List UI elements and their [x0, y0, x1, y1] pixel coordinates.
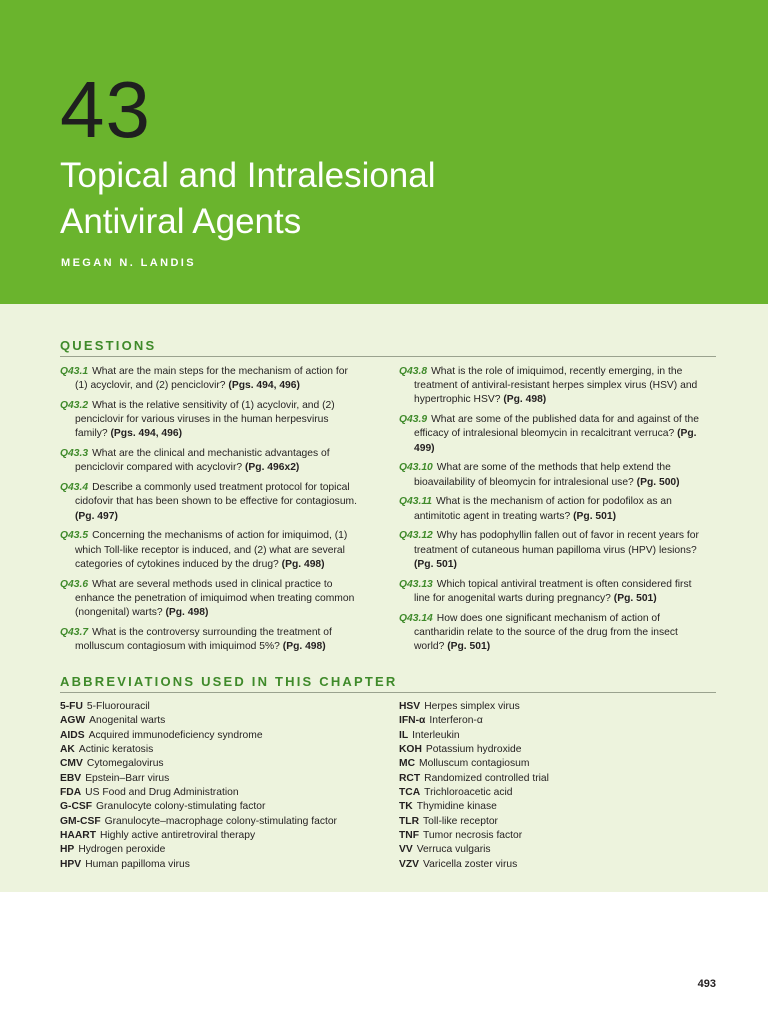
abbreviation-definition: Varicella zoster virus: [423, 858, 518, 870]
abbreviation-item: [60, 729, 390, 743]
abbreviations-column-left: [60, 700, 390, 872]
question-item: [60, 481, 360, 524]
question-id: Q43.3: [60, 448, 89, 460]
abbreviation-key: RCT: [399, 772, 421, 784]
question-page-ref: (Pg. 498): [503, 394, 547, 406]
abbreviation-definition: Granulocyte colony-stimulating factor: [96, 801, 266, 813]
chapter-author: MEGAN N. LANDIS: [61, 257, 196, 269]
abbreviation-definition: Epstein–Barr virus: [85, 772, 170, 784]
abbreviation-item: [60, 858, 390, 872]
question-item: [399, 495, 699, 523]
question-page-ref: (Pg. 498): [281, 558, 325, 570]
abbreviation-key: TNF: [399, 830, 420, 842]
question-text: What is the mechanism of action for podofilox as an antimitotic agent in treating warts?: [414, 496, 672, 522]
abbreviation-item: [399, 772, 729, 786]
question-id: Q43.8: [399, 366, 428, 377]
abbreviation-definition: Potassium hydroxide: [425, 744, 522, 756]
abbreviation-key: IL: [399, 729, 409, 741]
question-id: Q43.14: [399, 612, 433, 624]
question-id: Q43.7: [60, 626, 89, 638]
question-text: Concerning the mechanisms of action for imiquimod, (1) which Toll-like receptor is induced, and (2) what are several categories of cytokines induced by the drug?: [75, 530, 348, 570]
question-text: What are some of the published data for and against of the efficacy of intralesional bleomycin in recalcitrant verruca?: [414, 414, 699, 440]
abbreviation-definition: Hydrogen peroxide: [78, 844, 166, 856]
question-page-ref: (Pg. 500): [636, 476, 680, 488]
abbreviation-definition: Anogenital warts: [89, 715, 166, 727]
question-page-ref: (Pg. 498): [282, 641, 326, 653]
abbreviation-definition: Molluscum contagiosum: [419, 758, 530, 770]
question-page-ref: (Pg. 497): [75, 510, 118, 522]
question-text: Describe a commonly used treatment protocol for topical cidofovir that has been shown to be effective for contagiosum.: [75, 482, 357, 508]
question-text: How does one significant mechanism of action of cantharidin relate to the source of the drug from the insect world?: [414, 612, 678, 653]
abbreviation-definition: Granulocyte–macrophage colony-stimulating factor: [104, 815, 337, 827]
abbreviation-item: [60, 743, 390, 757]
abbreviation-definition: Tumor necrosis factor: [423, 830, 523, 842]
question-text: What are some of the methods that help extend the bioavailability of bleomycin for intralesional use?: [414, 462, 671, 488]
abbreviation-item: [399, 729, 729, 743]
abbreviation-item: [60, 843, 390, 857]
abbreviation-definition: Acquired immunodeficiency syndrome: [88, 729, 263, 741]
abbreviation-item: [60, 772, 390, 786]
question-page-ref: (Pg. 501): [613, 592, 657, 604]
abbreviation-key: GM-CSF: [60, 815, 101, 827]
abbreviation-definition: Interferon-α: [429, 715, 483, 727]
abbreviation-item: [60, 800, 390, 814]
question-id: Q43.11: [399, 496, 433, 508]
abbreviation-key: VV: [399, 844, 413, 856]
question-item: [60, 365, 360, 393]
abbreviation-definition: Thymidine kinase: [416, 801, 497, 813]
question-text: What is the controversy surrounding the treatment of molluscum contagiosum with imiquimod 5%?: [75, 626, 332, 653]
abbreviation-definition: Toll-like receptor: [423, 815, 498, 827]
chapter-number: 43: [60, 65, 151, 154]
abbreviations-column-right: [399, 700, 729, 872]
abbreviation-definition: Randomized controlled trial: [424, 772, 549, 784]
question-item: [60, 529, 360, 572]
abbreviation-item: [60, 757, 390, 771]
chapter-title-line-2: Antiviral Agents: [60, 202, 302, 241]
questions-divider: [60, 356, 716, 357]
chapter-title: [60, 153, 436, 245]
question-id: Q43.4: [60, 482, 89, 494]
abbreviation-key: KOH: [399, 744, 422, 756]
abbreviation-key: TLR: [399, 815, 420, 827]
question-item: [60, 447, 360, 475]
question-text: What is the role of imiquimod, recently emerging, in the treatment of antiviral-resistant herpes simplex virus (HSV) and hypertrophic HSV?: [414, 366, 698, 406]
question-item: [399, 365, 699, 408]
question-text: Which topical antiviral treatment is often considered first line for anogenital warts during pregnancy?: [414, 578, 692, 604]
abbreviation-definition: Herpes simplex virus: [424, 701, 520, 712]
questions-heading: QUESTIONS: [60, 338, 157, 353]
abbreviation-item: [60, 700, 390, 714]
question-text: What are several methods used in clinical practice to enhance the penetration of imiquimod when treating common (nongenital) warts?: [75, 578, 355, 619]
abbreviation-key: TK: [399, 801, 413, 813]
page-number: 493: [697, 978, 716, 990]
question-item: [399, 413, 699, 456]
question-id: Q43.1: [60, 366, 89, 377]
abbreviation-key: HAART: [60, 830, 97, 842]
question-page-ref: (Pg. 496x2): [244, 462, 300, 474]
abbreviation-item: [399, 858, 729, 872]
abbreviation-key: AK: [60, 744, 75, 756]
question-id: Q43.2: [60, 400, 89, 411]
abbreviation-item: [60, 714, 390, 728]
question-text: What are the clinical and mechanistic advantages of penciclovir compared with acyclovir?: [75, 448, 330, 474]
abbreviation-key: 5-FU: [60, 701, 83, 712]
abbreviation-definition: Human papilloma virus: [85, 858, 190, 870]
abbreviation-key: FDA: [60, 787, 82, 799]
abbreviation-definition: Cytomegalovirus: [86, 758, 164, 770]
abbreviation-item: [399, 743, 729, 757]
questions-column-right: [399, 365, 699, 660]
abbreviation-key: HP: [60, 844, 75, 856]
question-text: Why has podophyllin fallen out of favor in recent years for treatment of cutaneous human papilloma virus (HPV) lesions?: [414, 530, 699, 556]
question-id: Q43.9: [399, 414, 428, 426]
question-item: [399, 612, 699, 655]
abbreviation-key: MC: [399, 758, 416, 770]
abbreviation-key: HSV: [399, 701, 421, 712]
abbreviation-definition: Actinic keratosis: [78, 744, 154, 756]
question-page-ref: (Pgs. 494, 496): [110, 428, 183, 440]
abbreviation-key: CMV: [60, 758, 83, 770]
abbreviation-item: [60, 815, 390, 829]
abbreviations-heading: ABBREVIATIONS USED IN THIS CHAPTER: [60, 674, 398, 689]
abbreviation-key: AGW: [60, 715, 86, 727]
abbreviation-definition: 5-Fluorouracil: [86, 701, 150, 712]
abbreviation-item: [399, 714, 729, 728]
abbreviation-key: IFN-α: [399, 715, 426, 727]
question-item: [60, 399, 360, 442]
abbreviation-item: [399, 829, 729, 843]
abbreviation-definition: Highly active antiretroviral therapy: [100, 830, 256, 842]
chapter-header: [0, 0, 768, 304]
chapter-title-line-1: Topical and Intralesional: [60, 156, 436, 195]
question-page-ref: (Pg. 501): [573, 510, 617, 522]
abbreviation-item: [60, 786, 390, 800]
question-id: Q43.12: [399, 530, 433, 542]
question-page-ref: (Pg. 501): [447, 641, 491, 653]
question-item: [60, 578, 360, 621]
question-item: [399, 578, 699, 606]
question-id: Q43.6: [60, 578, 89, 590]
abbreviation-item: [399, 786, 729, 800]
abbreviation-definition: US Food and Drug Administration: [85, 787, 239, 799]
abbreviation-item: [60, 829, 390, 843]
question-text: What is the relative sensitivity of (1) acyclovir, and (2) penciclovir for various viruses in the human herpesvirus family?: [75, 400, 335, 440]
abbreviation-definition: Trichloroacetic acid: [424, 787, 513, 799]
question-item: [399, 461, 699, 489]
question-id: Q43.10: [399, 462, 433, 474]
abbreviation-item: [399, 800, 729, 814]
abbreviation-key: TCA: [399, 787, 421, 799]
question-page-ref: (Pg. 499): [414, 428, 697, 454]
abbreviation-item: [399, 700, 729, 714]
question-item: [399, 529, 699, 572]
question-page-ref: (Pgs. 494, 496): [228, 380, 300, 392]
abbreviation-key: EBV: [60, 772, 82, 784]
questions-column-left: [60, 365, 360, 660]
question-id: Q43.13: [399, 578, 433, 590]
abbreviations-divider: [60, 692, 716, 693]
question-id: Q43.5: [60, 530, 89, 542]
question-page-ref: (Pg. 501): [414, 558, 457, 570]
abbreviation-key: HPV: [60, 858, 82, 870]
abbreviation-definition: Verruca vulgaris: [416, 844, 491, 856]
abbreviation-key: G-CSF: [60, 801, 93, 813]
question-text: What are the main steps for the mechanism of action for (1) acyclovir, and (2) penciclovir?: [75, 366, 348, 392]
abbreviation-key: AIDS: [60, 729, 85, 741]
question-item: [60, 626, 360, 654]
abbreviation-item: [399, 843, 729, 857]
abbreviation-definition: Interleukin: [412, 729, 460, 741]
question-page-ref: (Pg. 498): [165, 607, 209, 619]
abbreviation-key: VZV: [399, 858, 420, 870]
abbreviation-item: [399, 757, 729, 771]
abbreviation-item: [399, 815, 729, 829]
